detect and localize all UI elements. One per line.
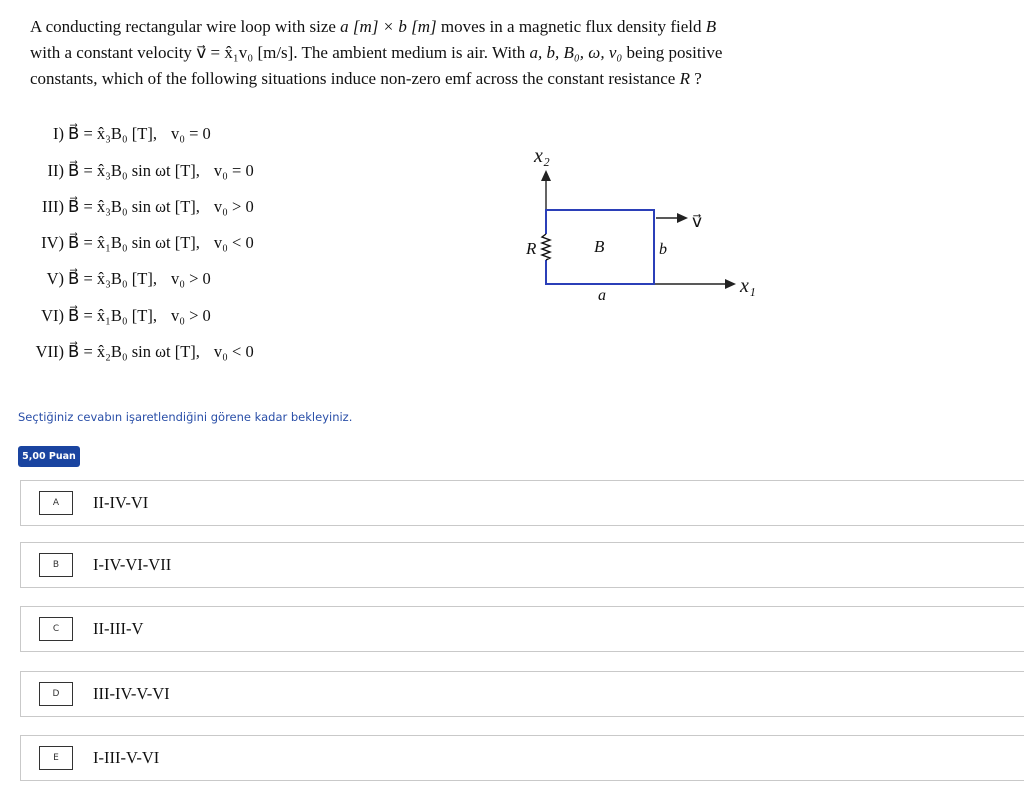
condition-number: IV) (41, 233, 64, 252)
condition-number: VI) (41, 306, 64, 325)
constants-list: a, b, B₀, ω, v₀ (529, 43, 623, 62)
condition-number: V) (46, 269, 64, 288)
velocity-label: v⃗ (692, 212, 703, 231)
question-fragment: A conducting rectangular wire loop with size (30, 17, 336, 36)
option-text: I-IV-VI-VII (93, 555, 172, 574)
question-line-3 (30, 66, 790, 92)
condition-velocity: v₀ > 0 (213, 197, 254, 216)
answer-option-d[interactable] (20, 671, 1024, 717)
option-letter-box[interactable]: D (39, 682, 73, 706)
x2-label: x₂ (534, 145, 550, 167)
condition-field: B⃗ = x̂₂B₀ sin ωt [T], (68, 342, 200, 361)
condition-1 (32, 124, 211, 144)
condition-velocity: v₀ = 0 (170, 124, 211, 143)
condition-5 (32, 269, 211, 289)
condition-4 (32, 233, 254, 253)
option-text: II-III-V (93, 619, 144, 638)
option-letter-box[interactable]: E (39, 746, 73, 770)
condition-3 (32, 197, 254, 217)
condition-field: B⃗ = x̂₃B₀ [T], (68, 269, 157, 288)
loop-diagram (520, 140, 780, 310)
wait-notice: Seçtiğiniz cevabın işaretlendiğini görene kadar bekleyiniz. (18, 410, 353, 424)
answer-option-b[interactable] (20, 542, 1024, 588)
option-letter-box[interactable]: A (39, 491, 73, 515)
option-text: II-IV-VI (93, 493, 149, 512)
condition-velocity: v₀ > 0 (170, 269, 211, 288)
option-text: III-IV-V-VI (93, 684, 170, 703)
condition-velocity: v₀ < 0 (213, 233, 254, 252)
points-badge: 5,00 Puan (18, 446, 80, 467)
condition-field: B⃗ = x̂₃B₀ sin ωt [T], (68, 161, 200, 180)
loop-size: a [m] × b [m] (340, 17, 437, 36)
r-label: R (526, 239, 537, 258)
resistance-symbol: R (679, 69, 690, 88)
velocity-arrow-icon (677, 213, 688, 223)
condition-6 (32, 306, 211, 326)
option-text: I-III-V-VI (93, 748, 160, 767)
condition-2 (32, 161, 254, 181)
condition-number: II) (47, 161, 64, 180)
condition-number: III) (42, 197, 64, 216)
side-b-label: b (659, 241, 667, 258)
b-field-label: B⃗ (594, 237, 618, 256)
condition-field: B⃗ = x̂₃B₀ [T], (68, 124, 157, 143)
x1-label: x₁ (740, 275, 756, 297)
velocity-expression: v⃗ = x̂₁v₀ [m/s] (196, 43, 294, 62)
condition-7 (32, 342, 254, 362)
question-fragment: with a constant velocity (30, 43, 192, 62)
question-mark: ? (694, 69, 702, 88)
question-text (30, 14, 790, 92)
question-fragment: moves in a magnetic flux density field (440, 17, 702, 36)
question-fragment: . The ambient medium is air. With (293, 43, 526, 62)
condition-number: I) (53, 124, 64, 143)
question-fragment: constants, which of the following situations induce non-zero emf across the constant resistance (30, 69, 676, 88)
condition-number: VII) (35, 342, 64, 361)
answer-option-c[interactable] (20, 606, 1024, 652)
question-fragment: being positive (626, 43, 723, 62)
x2-arrow-icon (541, 170, 551, 181)
option-letter-box[interactable]: B (39, 553, 73, 577)
condition-velocity: v₀ > 0 (170, 306, 211, 325)
condition-velocity: v₀ = 0 (213, 161, 254, 180)
answer-option-e[interactable] (20, 735, 1024, 781)
condition-field: B⃗ = x̂₁B₀ [T], (68, 306, 157, 325)
condition-field: B⃗ = x̂₃B₀ sin ωt [T], (68, 197, 200, 216)
question-line-1 (30, 14, 790, 40)
answer-option-a[interactable] (20, 480, 1024, 526)
question-line-2 (30, 40, 790, 66)
x1-arrow-icon (725, 279, 736, 289)
option-letter-box[interactable]: C (39, 617, 73, 641)
field-symbol: B⃗ (705, 17, 730, 36)
condition-velocity: v₀ < 0 (213, 342, 254, 361)
condition-field: B⃗ = x̂₁B₀ sin ωt [T], (68, 233, 200, 252)
side-a-label: a (598, 287, 606, 304)
